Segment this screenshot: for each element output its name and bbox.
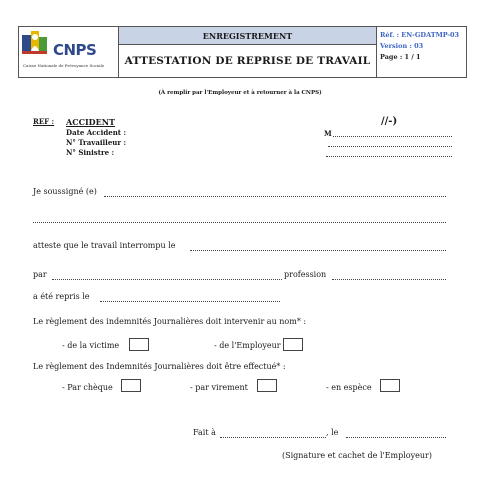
accident-label: ACCIDENT bbox=[66, 117, 115, 127]
signature-caption: (Signature et cachet de l'Employeur) bbox=[282, 451, 432, 460]
m-field[interactable] bbox=[333, 136, 452, 137]
org-name: CNPS bbox=[53, 41, 97, 59]
cheque-option-label: - Par chèque bbox=[62, 383, 113, 392]
settlement-question: Le règlement des indemnités Journalières doit intervenir au nom* : bbox=[33, 317, 307, 326]
worker-number-field[interactable] bbox=[328, 146, 452, 147]
reference-code: Réf. : EN-GDATMP-03 bbox=[380, 31, 460, 39]
profession-field[interactable] bbox=[332, 279, 446, 280]
cheque-checkbox[interactable] bbox=[121, 379, 141, 392]
undersigned-label: Je soussigné (e) bbox=[33, 187, 97, 196]
date-on-label: , le bbox=[326, 428, 339, 437]
undersigned-field-continued[interactable] bbox=[33, 222, 446, 223]
slash-mark: //-) bbox=[381, 116, 398, 127]
ref-label: REF : bbox=[33, 117, 55, 126]
reference-column bbox=[377, 27, 466, 77]
profession-label: profession bbox=[284, 270, 327, 279]
m-label: M bbox=[324, 129, 332, 138]
payment-question: Le règlement des Indemnités Journalières doit être effectué* : bbox=[33, 362, 286, 371]
claim-number-label: N° Sinistre : bbox=[66, 148, 115, 157]
transfer-checkbox[interactable] bbox=[257, 379, 277, 392]
employer-checkbox[interactable] bbox=[283, 338, 303, 351]
done-at-label: Fait à bbox=[193, 428, 216, 437]
document-header bbox=[18, 26, 467, 78]
by-field[interactable] bbox=[52, 279, 282, 280]
document-title: ATTESTATION DE REPRISE DE TRAVAIL bbox=[119, 45, 377, 77]
place-field[interactable] bbox=[220, 437, 326, 438]
worker-number-label: N° Travailleur : bbox=[66, 138, 127, 147]
instruction-note: (À remplir par l'Employeur et à retourner à la CNPS) bbox=[158, 90, 322, 96]
version-label: Version : 03 bbox=[380, 42, 424, 50]
resumed-label: a été repris le bbox=[33, 292, 90, 301]
logo-cell bbox=[19, 27, 119, 77]
org-subtitle: Caisse Nationale de Prévoyance Sociale bbox=[23, 63, 105, 68]
attests-label: atteste que le travail interrompu le bbox=[33, 241, 176, 250]
claim-number-field[interactable] bbox=[326, 156, 452, 157]
by-label: par bbox=[33, 270, 47, 279]
cash-option-label: - en espèce bbox=[326, 383, 372, 392]
signature-date-field[interactable] bbox=[346, 437, 446, 438]
resumed-date-field[interactable] bbox=[100, 301, 280, 302]
interruption-date-field[interactable] bbox=[190, 250, 446, 251]
date-accident-label: Date Accident : bbox=[66, 128, 127, 137]
employer-option-label: - de l'Employeur bbox=[214, 341, 281, 350]
transfer-option-label: - par virement bbox=[190, 383, 248, 392]
cash-checkbox[interactable] bbox=[380, 379, 400, 392]
undersigned-field[interactable] bbox=[104, 196, 446, 197]
victim-option-label: - de la victime bbox=[62, 341, 120, 350]
victim-checkbox[interactable] bbox=[129, 338, 149, 351]
cnps-logo-icon bbox=[22, 31, 52, 59]
section-label: ENREGISTREMENT bbox=[119, 27, 377, 45]
page-label: Page : 1 / 1 bbox=[380, 53, 421, 61]
